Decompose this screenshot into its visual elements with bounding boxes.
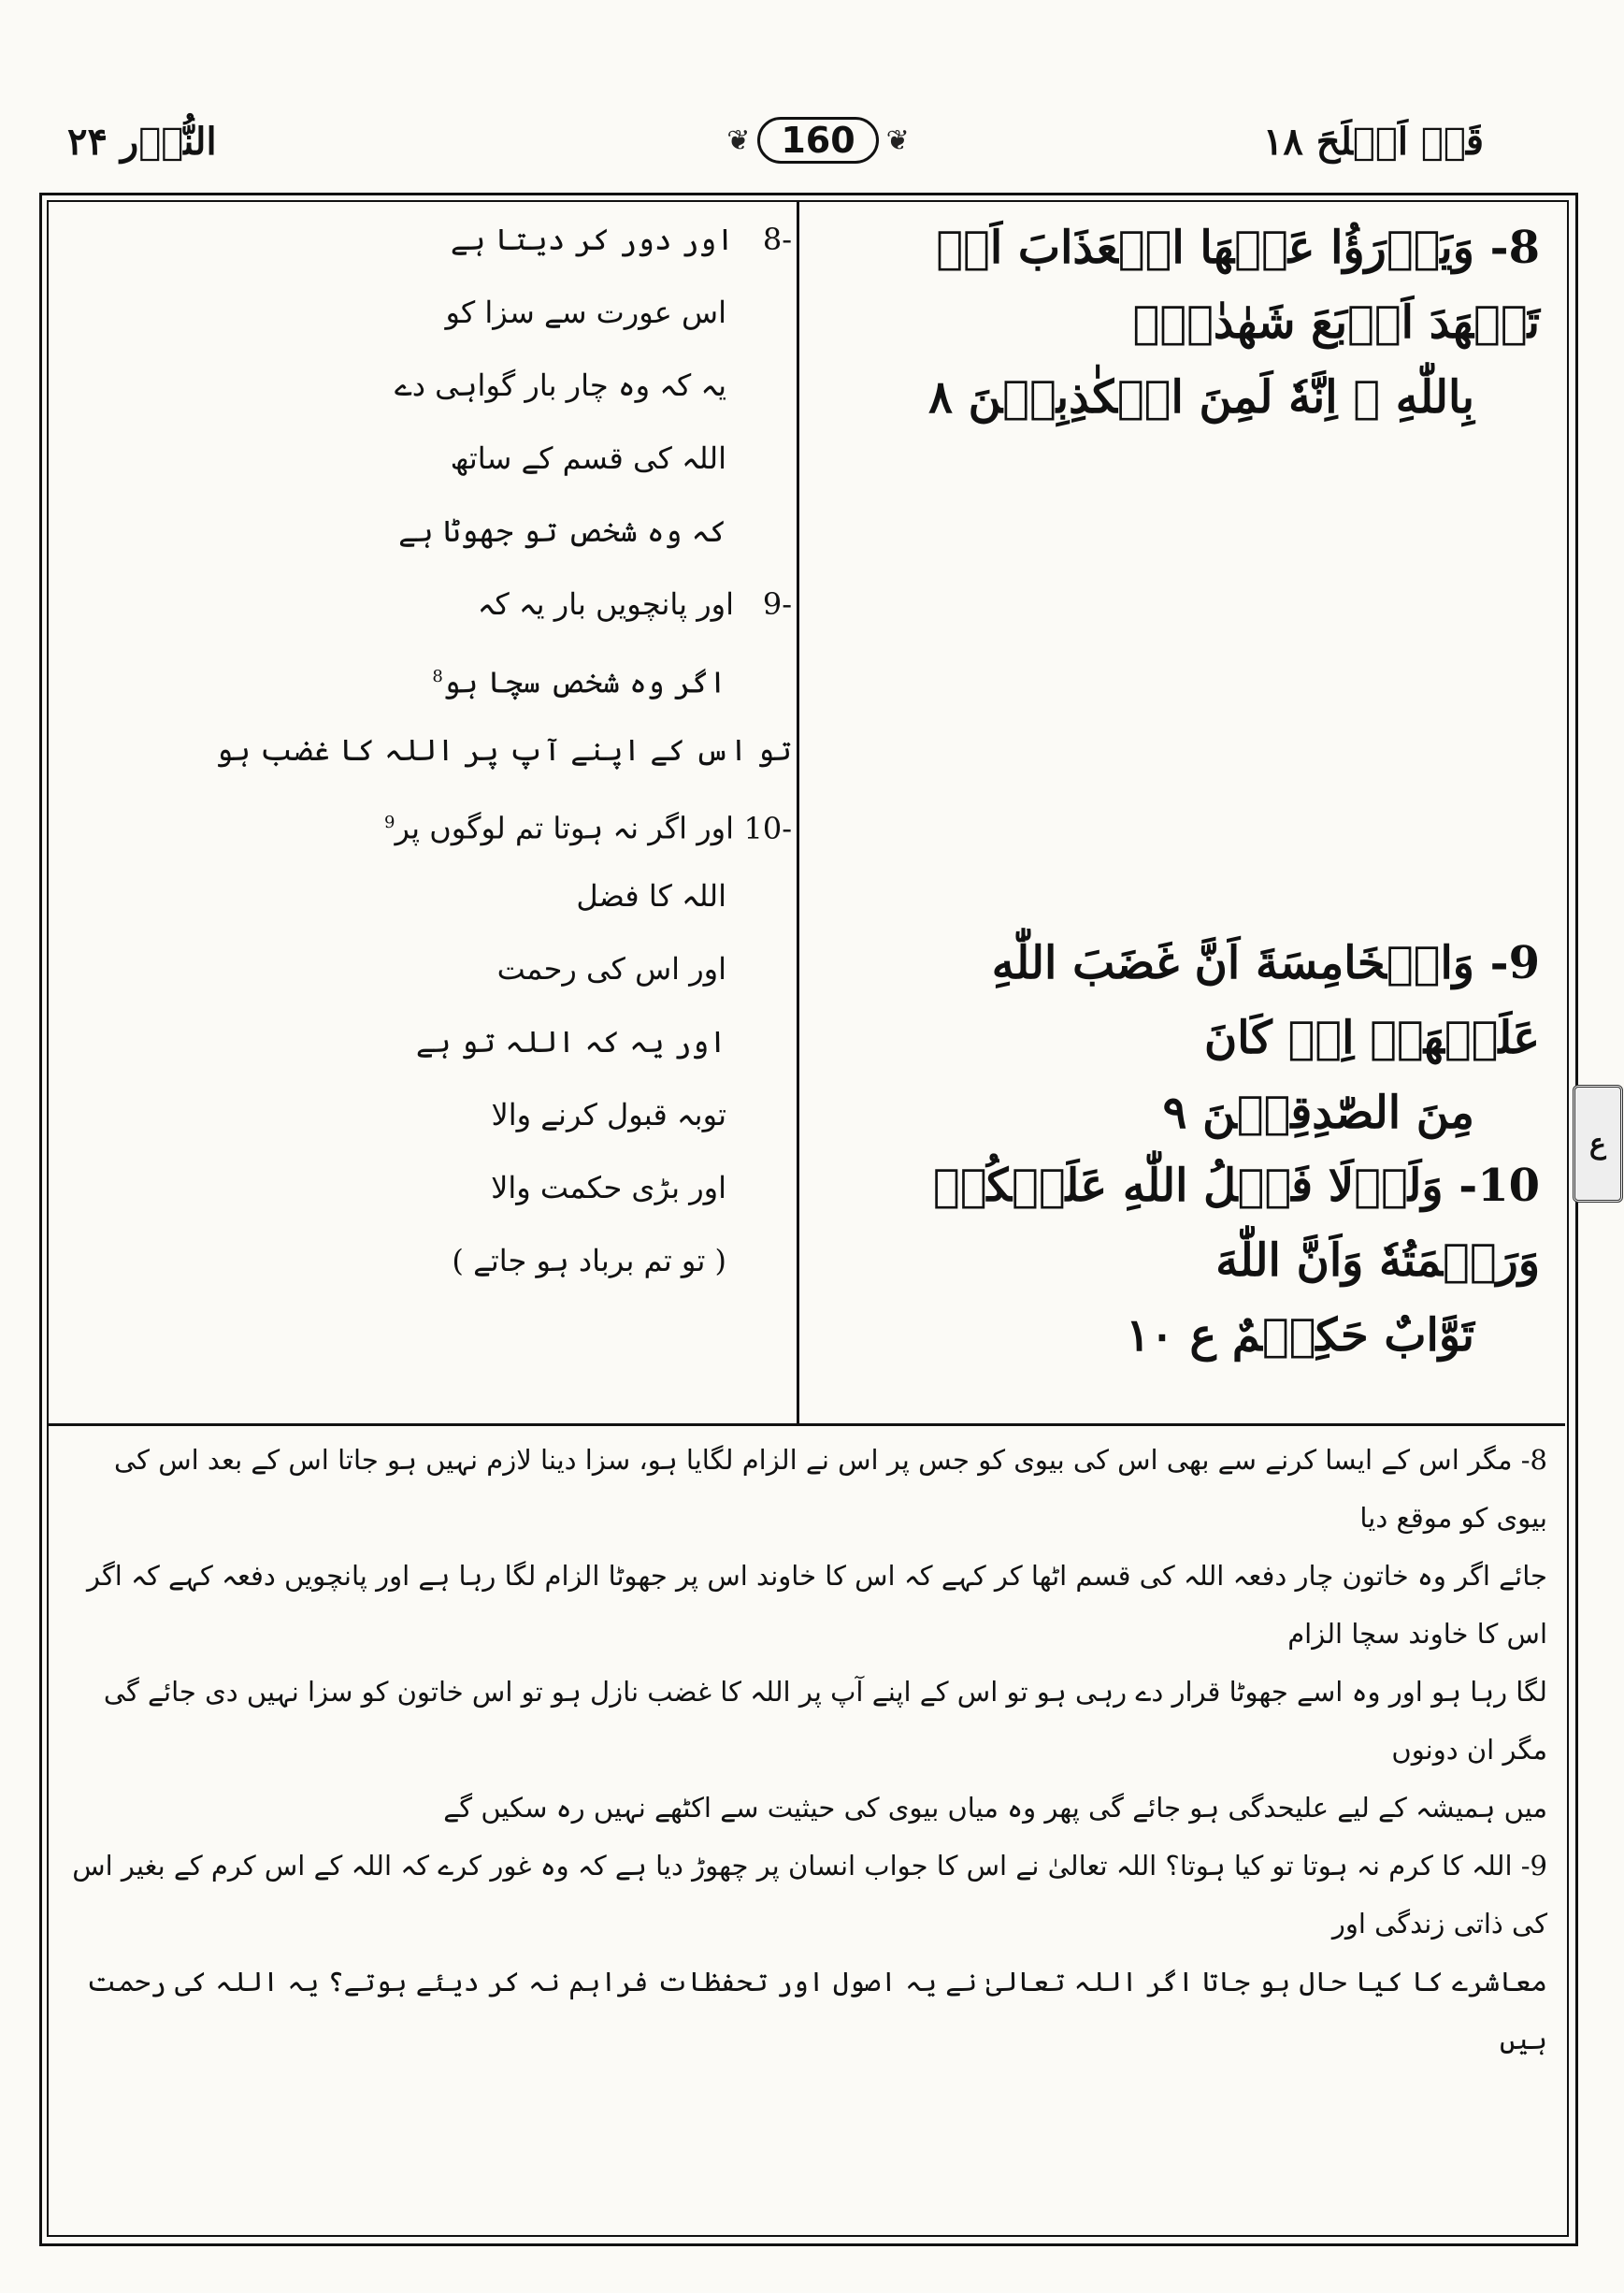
footnote-marker: 8 xyxy=(432,667,443,686)
juz-header: قَدۡ اَفۡلَحَ ١٨ xyxy=(1262,120,1484,164)
translation-text: اگر وہ شخص سچا ہو xyxy=(442,664,726,700)
footnotes xyxy=(70,1431,1547,2069)
ornament-icon: ❦ xyxy=(726,123,751,157)
footnote-line: 8- مگر اس کے ایسا کرنے سے بھی اس کی بیوی کو جس پر اس نے الزام لگایا ہو، سزا دینا لازم نہیں ہو جاتا اس کے بعد اس کی بیوی کو موقع دیا xyxy=(114,1444,1547,1534)
footnote-line: جائے اگر وہ خاتون چار دفعہ اللہ کی قسم اٹھا کر کہے کہ اس کا خاوند اس پر جھوٹا الزام لگا رہا ہے اور پانچویں دفعہ کہے کہ اگر اس کا خاوند سچا الزام xyxy=(86,1560,1547,1650)
translation-text: تو اس کے اپنے آپ پر اللہ کا غضب ہو xyxy=(215,732,792,768)
footnote-line: معاشرے کا کیا حال ہو جاتا اگر اللہ تعالیٰ نے یہ اصول اور تحفظات فراہم نہ کر دیئے ہوتے؟ یہ اللہ کی رحمت ہیں xyxy=(86,1966,1547,2055)
translation-line xyxy=(63,1017,792,1090)
footnote-line: 9- اللہ کا کرم نہ ہوتا تو کیا ہوتا؟ اللہ تعالیٰ نے اس کا جواب انسان پر چھوڑ دیا ہے کہ وہ غور کرے کہ اللہ کے اس کرم کے بغیر اس کی ذاتی زندگی اور xyxy=(72,1850,1547,1940)
arabic-column xyxy=(811,210,1540,1373)
verse-number: -9 xyxy=(762,586,792,622)
translation-line xyxy=(63,1163,792,1236)
translation-line xyxy=(63,215,792,288)
translation-line xyxy=(63,945,792,1017)
footnote-line: میں ہمیشہ کے لیے علیحدگی ہو جائے گی پھر وہ میاں بیوی کی حیثیت سے اکٹھے نہیں رہ سکیں گے xyxy=(443,1792,1547,1824)
arabic-verse xyxy=(811,1148,1540,1373)
translation-text: اور دور کر دیتا ہے xyxy=(450,222,734,257)
verse-number: -10 xyxy=(743,810,792,846)
translation-text: اور بڑی حکمت والا xyxy=(491,1170,726,1205)
translation-line xyxy=(63,434,792,507)
arabic-line: بِاللّٰهِ ۙ اِنَّهٗ لَمِنَ الۡكٰذِبِيۡنَ ۸ xyxy=(928,371,1474,424)
surah-header: النُّوۡر ۲۴ xyxy=(67,120,217,164)
page-number-ornament xyxy=(711,110,926,170)
arabic-line: مِنَ الصّٰدِقِيۡنَ ۹ xyxy=(1162,1087,1474,1139)
translation-line xyxy=(63,653,792,726)
translation-text: ( تو تم برباد ہو جاتے ) xyxy=(452,1243,726,1278)
translation-line xyxy=(63,799,792,872)
translation-text: توبہ قبول کرنے والا xyxy=(491,1097,726,1132)
ornament-icon: ❦ xyxy=(885,123,910,157)
arabic-line: 9- وَالۡخَامِسَةَ اَنَّ غَضَبَ اللّٰهِ عَلَيۡهَاۤ اِنۡ كَانَ xyxy=(991,937,1540,1064)
translation-line xyxy=(63,580,792,653)
notes-divider xyxy=(49,1423,1565,1426)
translation-line xyxy=(63,726,792,799)
translation-line xyxy=(63,1236,792,1309)
column-divider xyxy=(797,202,799,1423)
verse-number: -8 xyxy=(762,222,792,257)
translation-line xyxy=(63,872,792,945)
translation-text: اور پانچویں بار یہ کہ xyxy=(477,586,734,622)
arabic-line: 8- وَيَدۡرَؤُا عَنۡهَا الۡعَذَابَ اَنۡ تَشۡهَدَ اَرۡبَعَ شَهٰدٰتٍۢ xyxy=(936,222,1540,349)
translation-text: اور اس کی رحمت xyxy=(496,951,726,987)
translation-line xyxy=(63,507,792,580)
translation-line xyxy=(63,361,792,434)
arabic-verse xyxy=(811,210,1540,580)
translation-text: کہ وہ شخص تو جھوٹا ہے xyxy=(398,513,726,549)
translation-text: یہ کہ وہ چار بار گواہی دے xyxy=(394,368,726,403)
footnote-line: لگا رہا ہو اور وہ اسے جھوٹا قرار دے رہی ہو تو اس کے اپنے آپ پر اللہ کا غضب نازل ہو تو اس خاتون کو سزا نہیں دی جائے گی مگر ان دونوں xyxy=(103,1676,1547,1766)
translation-text: اور اگر نہ ہوتا تم لوگوں پر xyxy=(395,810,734,846)
urdu-translation-column xyxy=(63,215,792,1309)
ruku-marker: ع xyxy=(1573,1085,1623,1203)
translation-text: اللہ کی قسم کے ساتھ xyxy=(450,440,726,476)
page-number: 160 xyxy=(757,117,878,164)
arabic-line: تَوَّابٌ حَكِيۡمٌ ع ۱۰ xyxy=(1126,1309,1474,1362)
translation-text: اور یہ کہ اللہ تو ہے xyxy=(415,1024,726,1060)
arabic-verse xyxy=(811,926,1540,1139)
translation-text: اس عورت سے سزا کو xyxy=(445,295,726,330)
translation-line xyxy=(63,1090,792,1163)
arabic-line: 10- وَلَوۡلَا فَضۡلُ اللّٰهِ عَلَيۡكُمۡ وَرَحۡمَتُهٗ وَاَنَّ اللّٰهَ xyxy=(932,1160,1540,1287)
footnote-marker: 9 xyxy=(384,813,395,832)
translation-text: اللہ کا فضل xyxy=(576,878,726,914)
translation-line xyxy=(63,288,792,361)
